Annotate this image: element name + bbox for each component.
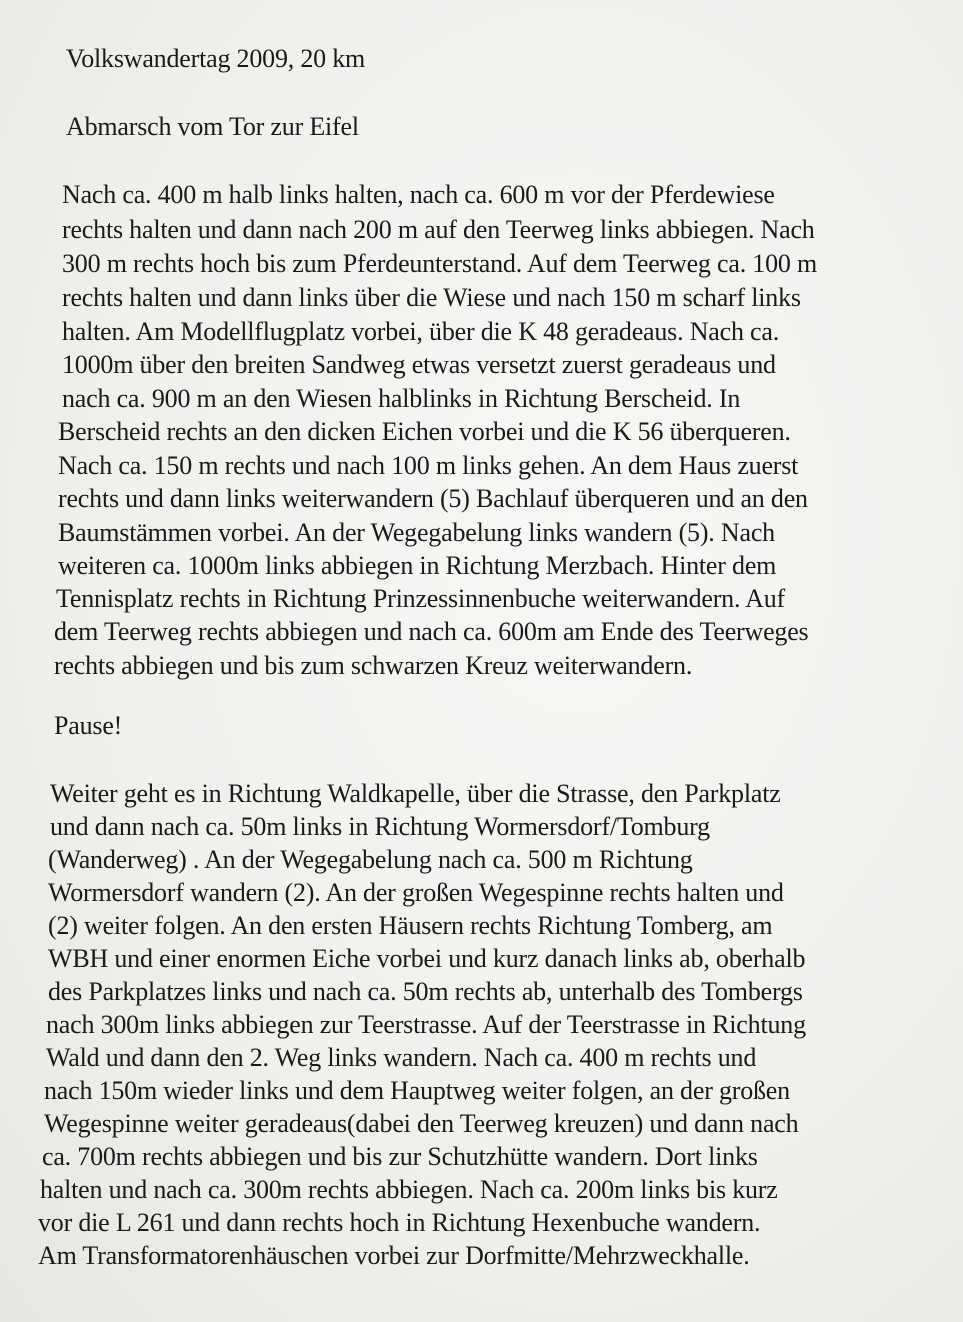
paragraph-line: und dann nach ca. 50m links in Richtung Wormersdorf/Tomburg bbox=[50, 812, 710, 841]
paragraph-line: nach ca. 900 m an den Wiesen halblinks in Richtung Berscheid. In bbox=[62, 384, 741, 413]
paragraph-line: Wald und dann den 2. Weg links wandern. Nach ca. 400 m rechts und bbox=[46, 1043, 757, 1072]
paragraph-line: nach 150m wieder links und dem Hauptweg weiter folgen, an der großen bbox=[44, 1076, 790, 1105]
document-title: Volkswandertag 2009, 20 km bbox=[66, 44, 366, 73]
paragraph-line: WBH und einer enormen Eiche vorbei und kurz danach links ab, oberhalb bbox=[48, 944, 806, 973]
paragraph-line: nach 300m links abbiegen zur Teerstrasse. Auf der Teerstrasse in Richtung bbox=[46, 1010, 806, 1039]
paragraph-line: (Wanderweg) . An der Wegegabelung nach ca. 500 m Richtung bbox=[48, 845, 693, 874]
paragraph-line: Baumstämmen vorbei. An der Wegegabelung links wandern (5). Nach bbox=[58, 518, 775, 547]
paragraph-line: rechts abbiegen und bis zum schwarzen Kreuz weiterwandern. bbox=[54, 651, 693, 680]
paragraph-line: 1000m über den breiten Sandweg etwas versetzt zuerst geradeaus und bbox=[62, 350, 776, 379]
paragraph-line: weiteren ca. 1000m links abbiegen in Richtung Merzbach. Hinter dem bbox=[58, 551, 777, 580]
pause-heading: Pause! bbox=[54, 711, 123, 740]
paragraph-line: (2) weiter folgen. An den ersten Häusern rechts Richtung Tomberg, am bbox=[48, 911, 773, 940]
paragraph-line: vor die L 261 und dann rechts hoch in Richtung Hexenbuche wandern. bbox=[38, 1208, 761, 1237]
paragraph-line: Wegespinne weiter geradeaus(dabei den Teerweg kreuzen) und dann nach bbox=[44, 1109, 799, 1138]
paragraph-line: dem Teerweg rechts abbiegen und nach ca. 600m am Ende des Teerweges bbox=[54, 617, 809, 646]
paragraph-line: Nach ca. 400 m halb links halten, nach ca. 600 m vor der Pferdewiese bbox=[62, 180, 775, 209]
paragraph-line: Weiter geht es in Richtung Waldkapelle, über die Strasse, den Parkplatz bbox=[50, 779, 781, 808]
paragraph-line: Berscheid rechts an den dicken Eichen vorbei und die K 56 überqueren. bbox=[58, 417, 791, 446]
paragraph-line: rechts und dann links weiterwandern (5) Bachlauf überqueren und an den bbox=[58, 484, 808, 513]
paragraph-line: Nach ca. 150 m rechts und nach 100 m links gehen. An dem Haus zuerst bbox=[58, 451, 799, 480]
paragraph-line: halten und nach ca. 300m rechts abbiegen. Nach ca. 200m links bis kurz bbox=[40, 1175, 778, 1204]
paragraph-line: rechts halten und dann nach 200 m auf den Teerweg links abbiegen. Nach bbox=[62, 215, 815, 244]
paragraph-line: Wormersdorf wandern (2). An der großen Wegespinne rechts halten und bbox=[48, 878, 784, 907]
paragraph-line: des Parkplatzes links und nach ca. 50m rechts ab, unterhalb des Tombergs bbox=[48, 977, 803, 1006]
paragraph-line: ca. 700m rechts abbiegen und bis zur Schutzhütte wandern. Dort links bbox=[42, 1142, 758, 1171]
paragraph-line: rechts halten und dann links über die Wiese und nach 150 m scharf links bbox=[62, 283, 801, 312]
paragraph-line: 300 m rechts hoch bis zum Pferdeunterstand. Auf dem Teerweg ca. 100 m bbox=[62, 249, 818, 278]
paragraph-line: halten. Am Modellflugplatz vorbei, über die K 48 geradeaus. Nach ca. bbox=[62, 317, 780, 346]
paragraph-line: Tennisplatz rechts in Richtung Prinzessinnenbuche weiterwandern. Auf bbox=[56, 584, 785, 613]
paragraph-line: Am Transformatorenhäuschen vorbei zur Dorfmitte/Mehrzweckhalle. bbox=[38, 1241, 750, 1270]
document-subtitle: Abmarsch vom Tor zur Eifel bbox=[66, 112, 359, 141]
